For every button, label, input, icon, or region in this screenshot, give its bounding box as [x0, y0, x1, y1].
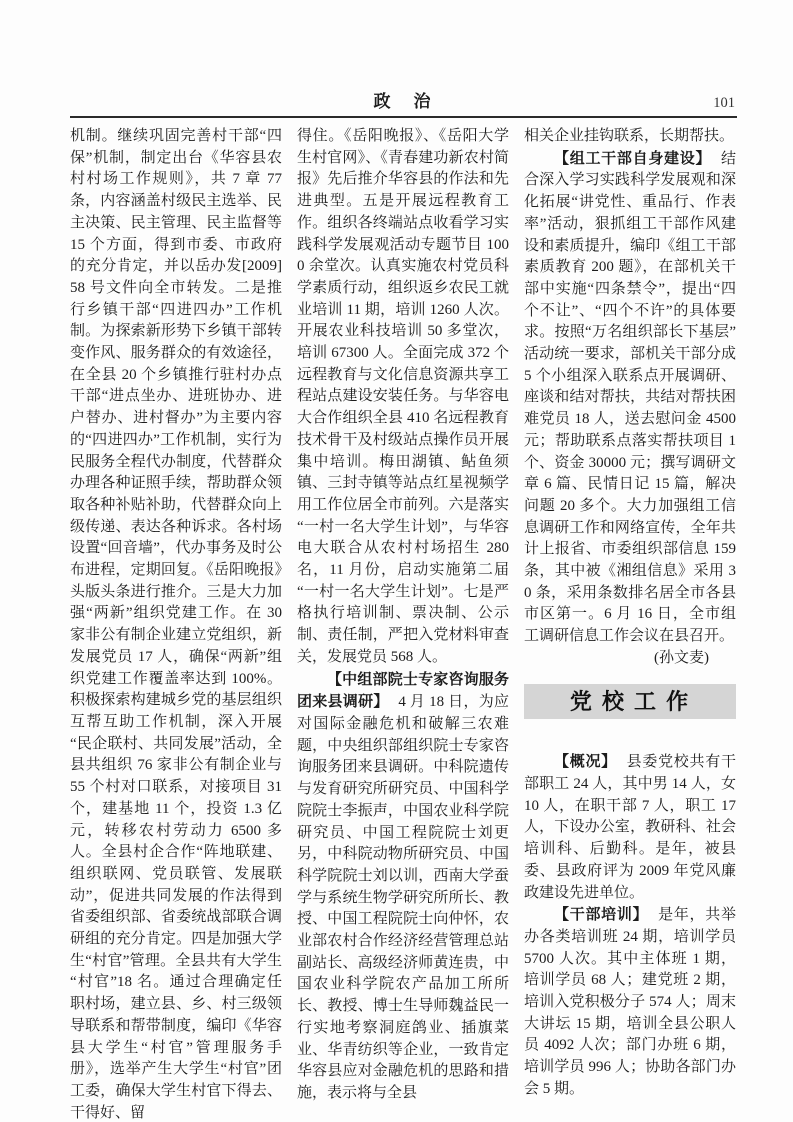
entry-heading: 【干部培训】	[554, 906, 649, 924]
text-column-3	[524, 126, 736, 1122]
page-content	[70, 126, 737, 1122]
entry-paragraph	[524, 148, 736, 648]
paragraph-continued	[297, 126, 509, 669]
entry-heading: 【概况】	[554, 753, 617, 771]
entry-text: 结合深入学习实践科学发展观和深化拓展“讲党性、重品行、作表率”活动，狠抓组工干部作风建设和素质提升，编印《组工干部素质教育 200 题》，在部机关干部中实施“四条禁令”，提出“四个不让”、“四个不许”的具体要求。按照“万名组织部长下基层”活动统一要求，部机关干部分成 5 个小组深入联系点开展调研、座谈和结对帮扶，共结对帮扶困难党员 18 人，送去慰问金 4500 元；帮助联系点落实帮扶项目 1 个、资金 30000 元；撰写调研文章 6 篇、民情日记 15 篇，解决问题 20 多个。大力加强组工信息调研工作和网络宣传，全年共计上报省、市委组织部信息 159 条，其中被《湘组信息》采用 30 条，采用条数排名居全市各县市区第一。6 月 16 日，全市组工调研信息工作会议在县召开。	[524, 150, 736, 645]
entry-text: 是年，共举办各类培训班 24 期，培训学员 5700 人次。其中主体班 1 期，培训学员 68 人；建党班 2 期，培训入党积极分子 574 人；周末大讲坛 15 期，培训全县公职人员 4092 人次；部门办班 6 期，培训学员 996 人；协助各部门办会 5 期。	[524, 907, 736, 1097]
paragraph-continued	[70, 126, 282, 1122]
entry-text: 县委党校共有干部职工 24 人，其中男 14 人，女 10 人，在职干部 7 人，职工 17 人，下设办公室，教研科、社会培训科、后勤科。是年，被县委、县政府评为 2009 年党风廉政建设先进单位。	[524, 754, 736, 901]
paragraph-continued	[524, 126, 736, 148]
running-head	[70, 88, 737, 118]
entry-paragraph	[524, 904, 736, 1100]
page-number: 101	[713, 95, 735, 111]
entry-paragraph	[524, 751, 736, 904]
entry-heading: 【中组部院士专家咨询服务团来县调研】	[297, 670, 509, 711]
entry-text: 4 月 18 日，为应对国际金融危机和破解三农难题，中央组织部组织院士专家咨询服务团来县调研。中科院遗传与发育研究所研究员、中国科学院院士李振声，中国农业科学院研究员、中国工程院院士刘更另，中科院动物所研究员、中国科学院院士刘以训，西南大学蚕学与系统生物学研究所所长、教授、中国工程院院士向仲怀，农业部农村合作经济经营管理总站副站长、高级经济师黄连贵，中国农业科学院农产品加工所所长、教授、博士生导师魏益民一行实地考察洞庭鸽业、插旗菜业、华青纺织等企业，一致肯定华容县应对金融危机的思路和措施，表示将与全县	[297, 694, 509, 1101]
entry-paragraph	[297, 669, 509, 1105]
section-header-title: 党 校 工 作	[569, 688, 691, 714]
author-signature: (孙文麦)	[654, 649, 709, 666]
text-column-2	[297, 126, 509, 1122]
paragraph-text: 相关企业挂钩联系，长期帮扶。	[524, 128, 735, 144]
text-column-1	[70, 126, 282, 1122]
section-header-box	[524, 684, 736, 720]
entry-heading: 【组工干部自身建设】	[554, 149, 712, 167]
paragraph-text: 机制。继续巩固完善村干部“四保”机制，制定出台《华容县农村村场工作规则》，共 7 章 77 条，内容涵盖村级民主选举、民主决策、民主管理、民主监督等 15 个方面，得到市委、市政府的充分肯定，并以岳办发[2009]58 号文件向全市转发。二是推行乡镇干部“四进四办”工作机制。为探索新形势下乡镇干部转变作风、服务群众的有效途径，在全县 20 个乡镇推行驻村办点干部“进点坐办、进班协办、进户替办、进村督办”为主要内容的“四进四办”工作机制，实行为民服务全程代办制度，代替群众办理各种证照手续，帮助群众领取各种补贴补助，代替群众向上级传递、表达各种诉求。各村场设置“回音墙”，代办事务及时公布进程，定期回复。《岳阳晚报》头版头条进行推介。三是大力加强“两新”组织党建工作。在 30 家非公有制企业建立党组织，新发展党员 17 人，确保“两新”组织党建工作覆盖率达到 100%。积极探索构建城乡党的基层组织互帮互助工作机制，深入开展“民企联村、共同发展”活动，全县共组织 76 家非公有制企业与 55 个村对口联系，对接项目 31 个，建基地 11 个，投资 1.3 亿元，转移农村劳动力 6500 多人。全县村企合作“阵地联建、组织联网、党员联管、发展联动”，促进共同发展的作法得到省委组织部、省委统战部联合调研组的充分肯定。四是加强大学生“村官”管理。全县共有大学生“村官”18 名。通过合理确定任职村场，建立县、乡、村三级领导联系和帮带制度，编印《华容县大学生“村官”管理服务手册》，选举产生大学生“村官”团工委，确保大学生村官下得去、干得好、留	[70, 128, 282, 1121]
paragraph-text: 得住。《岳阳晚报》、《岳阳大学生村官网》、《青春建功新农村简报》先后推介华容县的作法和先进典型。五是开展远程教育工作。组织各终端站点收看学习实践科学发展观活动专题节目 1000 余堂次。认真实施农村党员科学素质行动，组织返乡农民工就业培训 11 期，培训 1260 人次。开展农业科技培训 50 多堂次，培训 67300 人。全面完成 372 个远程教育与文化信息资源共享工程站点建设安装任务。与华容电大合作组织全县 410 名远程教育技术骨干及村级站点操作员开展集中培训。梅田湖镇、鲇鱼须镇、三封寺镇等站点红星视频学用工作位居全市前列。六是落实“一村一名大学生计划”，与华容电大联合从农村村场招生 280 名，11 月份，启动实施第二届“一村一名大学生计划”。七是严格执行培训制、票决制、公示制、责任制，严把入党材料审查关，发展党员 568 人。	[297, 128, 509, 665]
page-section-title: 政 治	[373, 92, 434, 111]
